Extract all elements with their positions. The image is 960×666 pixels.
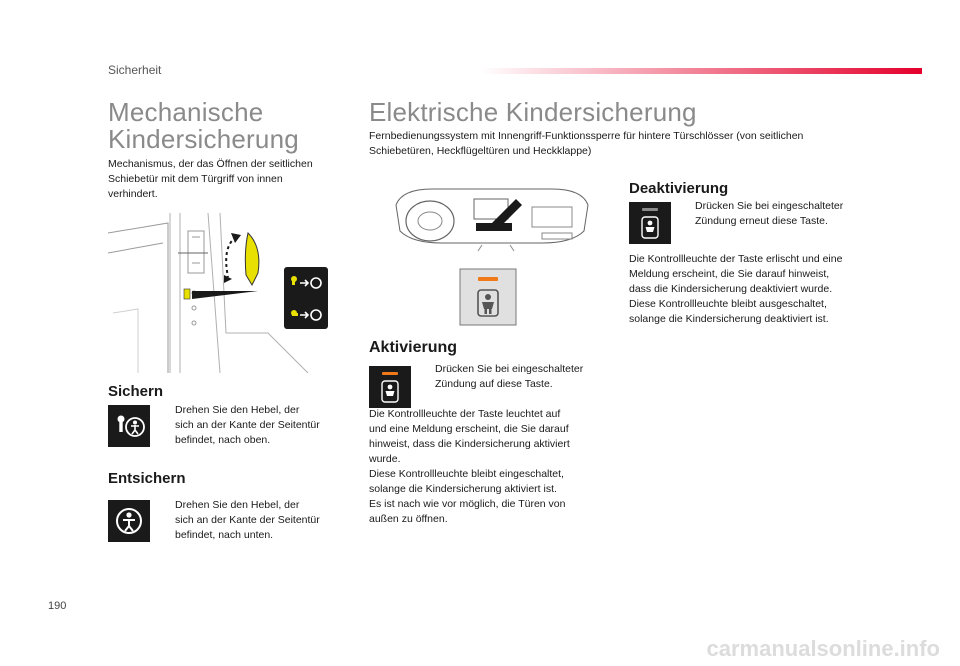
aktivierung-desc-line: solange die Kindersicherung aktiviert ist.: [369, 483, 557, 495]
right-intro-line: Fernbedienungssystem mit Innengriff-Funktionssperre für hintere Türschlösser (von seitlichen: [369, 130, 804, 142]
deaktivierung-bullet: [676, 199, 876, 231]
left-title-line2: Kindersicherung: [108, 124, 299, 154]
aktivierung-desc-line: und eine Meldung erscheint, die Sie darauf: [369, 423, 569, 435]
aktivierung-desc-line: Es ist nach wie vor möglich, die Türen von: [369, 498, 566, 510]
deaktivierung-bullet-line: Drücken Sie bei eingeschalteter: [695, 200, 844, 212]
aktivierung-desc-line: hinweist, dass die Kindersicherung aktiviert: [369, 438, 570, 450]
page-number: 190: [48, 600, 67, 612]
sichern-bullet-line: befindet, nach oben.: [175, 434, 271, 446]
left-intro-line: Mechanismus, der das Öffnen der seitlichen: [108, 158, 313, 170]
entsichern-bullet-line: Drehen Sie den Hebel, der: [175, 499, 300, 511]
child-lock-button-icon: [369, 366, 411, 408]
deaktivierung-desc-line: dass die Kindersicherung deaktiviert wurde.: [629, 283, 833, 295]
entsichern-bullet: [156, 498, 346, 548]
right-intro: [369, 129, 889, 159]
child-lock-button-icon-on: [369, 366, 411, 408]
child-lock-icon: [108, 405, 150, 447]
child-unlock-icon: [108, 500, 150, 542]
aktivierung-description: [369, 407, 609, 527]
left-title-line1: Mechanische: [108, 97, 264, 127]
entsichern-bullet-line: sich an der Kante der Seitentür: [175, 514, 320, 526]
deaktivierung-desc-line: Diese Kontrollleuchte bleibt ausgeschaltet,: [629, 298, 827, 310]
left-intro-line: Schiebetür mit dem Türgriff von innen: [108, 173, 283, 185]
entsichern-heading: Entsichern: [108, 470, 186, 487]
left-intro: [108, 157, 344, 202]
aktivierung-bullet-line: Drücken Sie bei eingeschalteter: [435, 363, 584, 375]
child-lock-button-icon-off: [629, 202, 671, 244]
watermark: carmanualsonline.info: [706, 636, 940, 661]
deaktivierung-desc-line: solange die Kindersicherung deaktiviert ist.: [629, 313, 829, 325]
sichern-bullet-line: sich an der Kante der Seitentür: [175, 419, 320, 431]
sichern-heading: Sichern: [108, 383, 164, 400]
dashboard-illustration: [392, 185, 592, 327]
sichern-bullet: [156, 403, 346, 453]
child-unlock-icon-graphic: [108, 500, 150, 542]
aktivierung-bullet: [416, 362, 616, 394]
aktivierung-desc-line: außen zu öffnen.: [369, 513, 448, 525]
right-intro-line: Schiebetüren, Heckflügeltüren und Heckklappe): [369, 145, 592, 157]
aktivierung-desc-line: wurde.: [369, 453, 401, 465]
deaktivierung-heading: Deaktivierung: [629, 180, 729, 197]
deaktivierung-description: [629, 252, 879, 327]
door-lever-illustration: [108, 213, 336, 373]
left-intro-line: verhindert.: [108, 188, 158, 200]
left-title: [108, 99, 348, 153]
aktivierung-desc-line: Die Kontrollleuchte der Taste leuchtet auf: [369, 408, 561, 420]
child-lock-icon-graphic: [108, 405, 150, 447]
right-title: Elektrische Kindersicherung: [369, 97, 697, 127]
deaktivierung-desc-line: Die Kontrollleuchte der Taste erlischt und eine: [629, 253, 843, 265]
aktivierung-heading: Aktivierung: [369, 339, 458, 356]
child-lock-button-icon: [629, 202, 671, 244]
deaktivierung-bullet-line: Zündung erneut diese Taste.: [695, 215, 828, 227]
header-accent-bar: [480, 68, 922, 74]
deaktivierung-desc-line: Meldung erscheint, die Sie darauf hinweist,: [629, 268, 830, 280]
entsichern-bullet-line: befindet, nach unten.: [175, 529, 274, 541]
aktivierung-desc-line: Diese Kontrollleuchte bleibt eingeschaltet,: [369, 468, 564, 480]
aktivierung-bullet-line: Zündung auf diese Taste.: [435, 378, 553, 390]
sichern-bullet-line: Drehen Sie den Hebel, der: [175, 404, 300, 416]
section-label: Sicherheit: [108, 63, 162, 77]
